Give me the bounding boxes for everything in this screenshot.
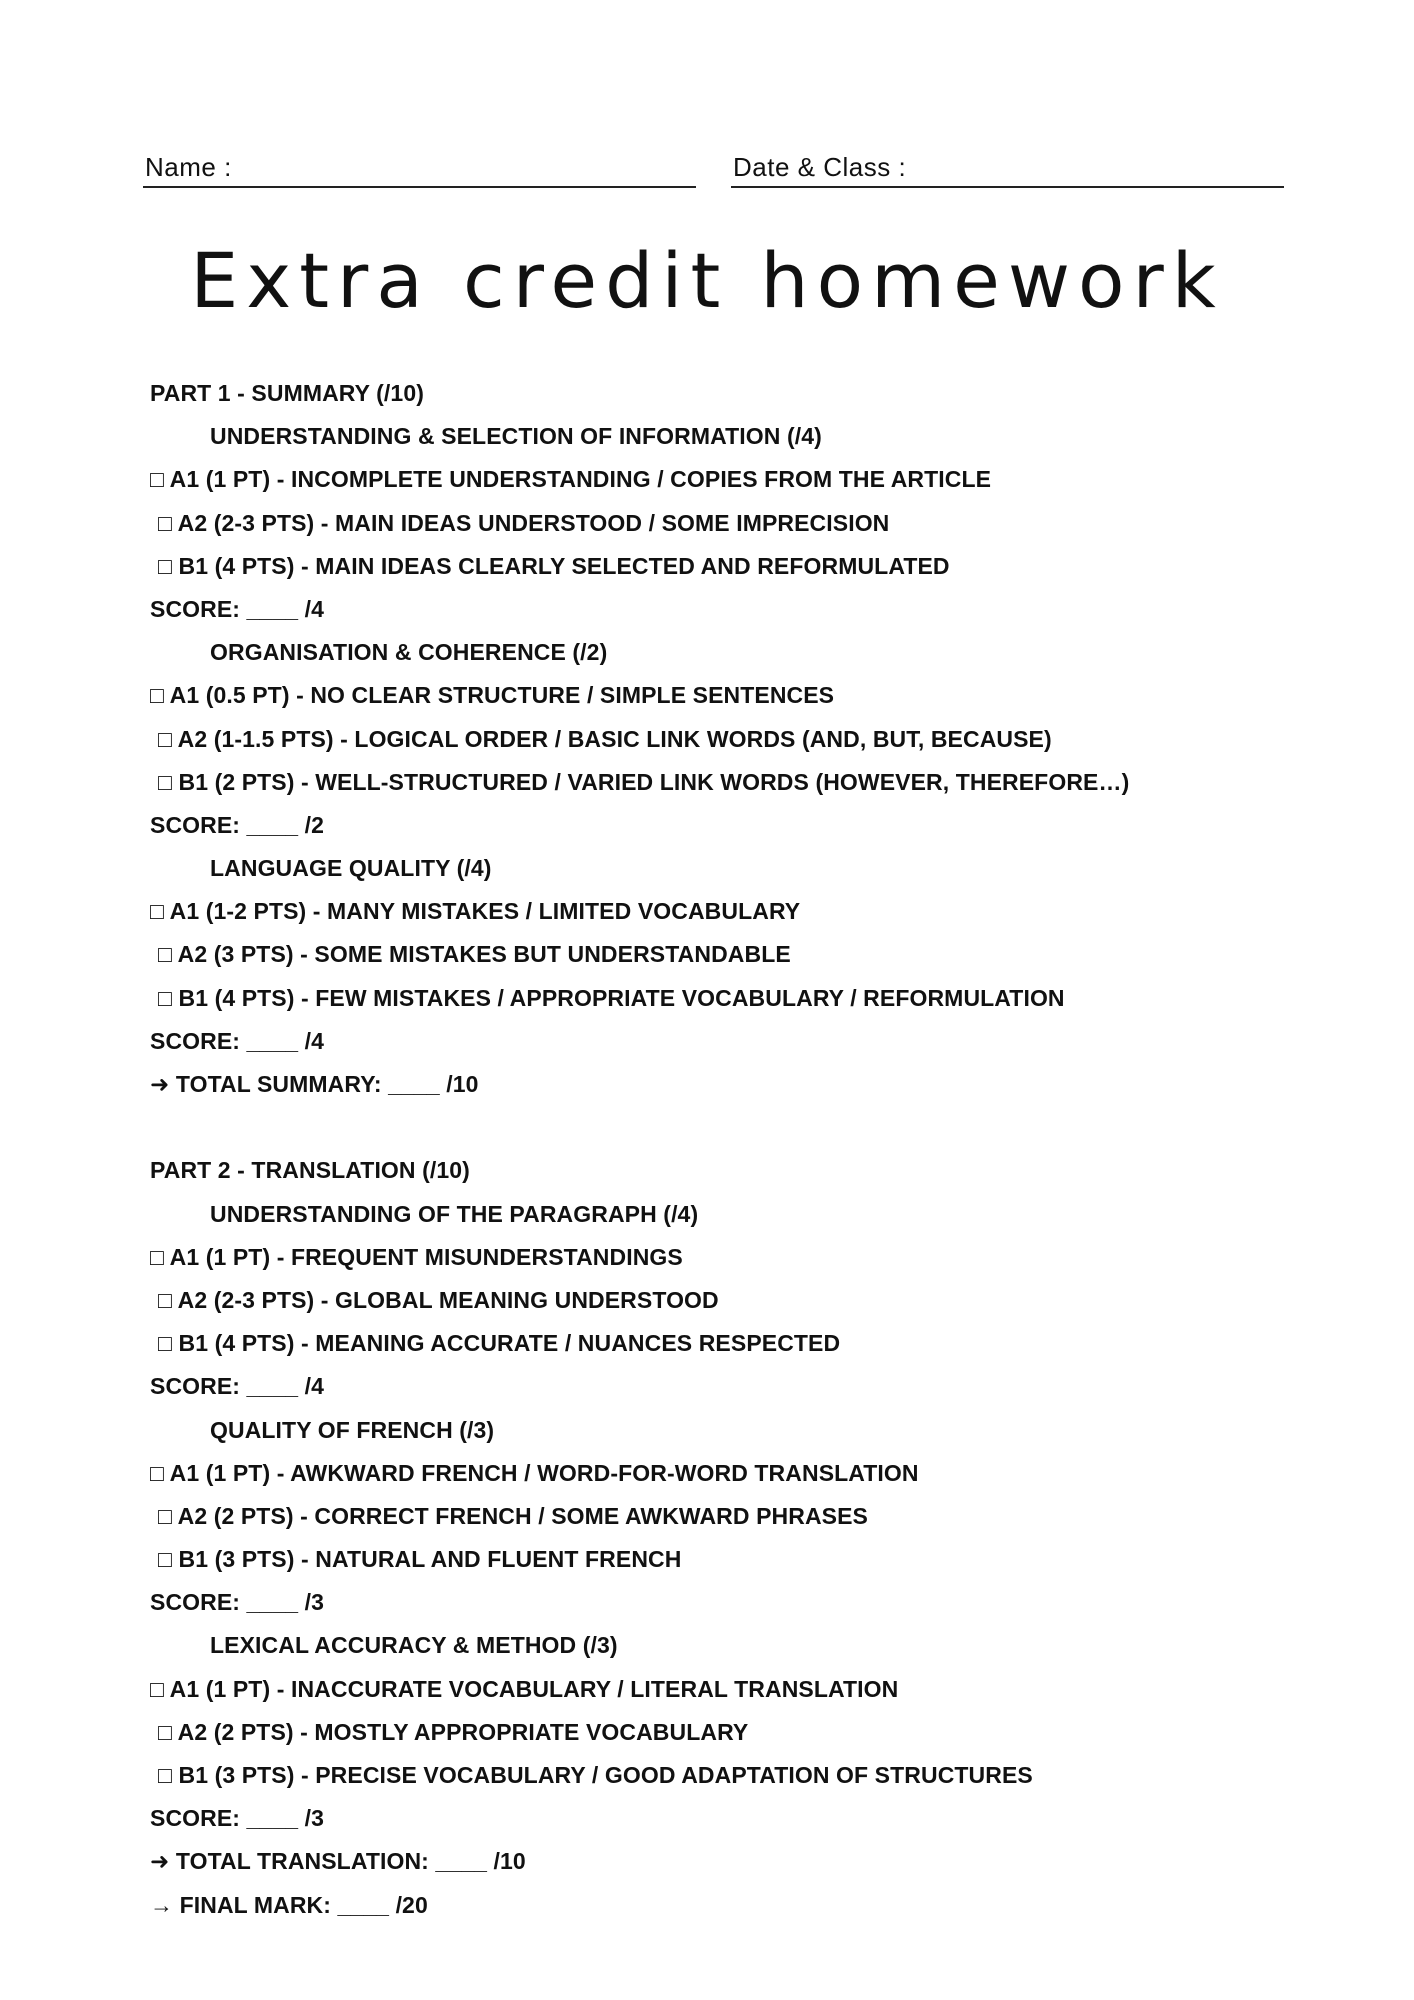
checkbox-option[interactable]: □ A2 (2-3 PTS) - MAIN IDEAS UNDERSTOOD / SOME IMPRECISION xyxy=(158,509,890,536)
checkbox-option[interactable]: □ A2 (2 PTS) - MOSTLY APPROPRIATE VOCABULARY xyxy=(158,1718,749,1745)
checkbox-option[interactable]: □ B1 (2 PTS) - WELL-STRUCTURED / VARIED LINK WORDS (HOWEVER, THEREFORE…) xyxy=(158,768,1130,795)
date-class-field[interactable] xyxy=(731,148,1284,188)
section-heading: LANGUAGE QUALITY (/4) xyxy=(210,855,492,882)
section-heading: ORGANISATION & COHERENCE (/2) xyxy=(210,639,608,666)
score-line: SCORE: ____ /3 xyxy=(150,1805,324,1832)
score-line: SCORE: ____ /2 xyxy=(150,811,324,838)
score-line: SCORE: ____ /4 xyxy=(150,1373,324,1400)
checkbox-option[interactable]: □ A1 (0.5 PT) - NO CLEAR STRUCTURE / SIMPLE SENTENCES xyxy=(150,682,835,709)
checkbox-option[interactable]: □ A1 (1 PT) - INACCURATE VOCABULARY / LITERAL TRANSLATION xyxy=(150,1675,899,1702)
section-heading: UNDERSTANDING & SELECTION OF INFORMATION (/4) xyxy=(210,423,822,450)
part2-heading: PART 2 - TRANSLATION (/10) xyxy=(150,1157,470,1184)
section-heading: UNDERSTANDING OF THE PARAGRAPH (/4) xyxy=(210,1200,699,1227)
name-label: Name : xyxy=(145,152,232,182)
date-class-label: Date & Class : xyxy=(733,152,907,182)
spacer xyxy=(150,1106,1374,1149)
checkbox-option[interactable]: □ B1 (3 PTS) - PRECISE VOCABULARY / GOOD ADAPTATION OF STRUCTURES xyxy=(158,1762,1033,1788)
checkbox-option[interactable]: □ B1 (4 PTS) - MAIN IDEAS CLEARLY SELECTED AND REFORMULATED xyxy=(158,552,950,579)
section-heading: LEXICAL ACCURACY & METHOD (/3) xyxy=(210,1632,618,1659)
checkbox-option[interactable]: □ A2 (1-1.5 PTS) - LOGICAL ORDER / BASIC LINK WORDS (AND, BUT, BECAUSE) xyxy=(158,725,1052,752)
score-line: SCORE: ____ /4 xyxy=(150,1027,324,1054)
score-line: SCORE: ____ /4 xyxy=(150,595,324,622)
part1-heading: PART 1 - SUMMARY (/10) xyxy=(150,380,424,406)
checkbox-option[interactable]: □ A2 (2 PTS) - CORRECT FRENCH / SOME AWKWARD PHRASES xyxy=(158,1502,868,1529)
name-field[interactable] xyxy=(143,148,696,188)
section-heading: QUALITY OF FRENCH (/3) xyxy=(210,1416,495,1443)
checkbox-option[interactable]: □ A2 (3 PTS) - SOME MISTAKES BUT UNDERSTANDABLE xyxy=(158,941,791,968)
checkbox-option[interactable]: □ B1 (3 PTS) - NATURAL AND FLUENT FRENCH xyxy=(158,1546,682,1573)
page-title: Extra credit homework xyxy=(190,236,1224,325)
part1-total: ➜ TOTAL SUMMARY: ____ /10 xyxy=(150,1071,479,1097)
final-mark: → FINAL MARK: ____ /20 xyxy=(150,1891,428,1918)
checkbox-option[interactable]: □ A1 (1 PT) - AWKWARD FRENCH / WORD-FOR-WORD TRANSLATION xyxy=(150,1459,919,1486)
grading-rubric xyxy=(150,372,1374,1927)
checkbox-option[interactable]: □ B1 (4 PTS) - FEW MISTAKES / APPROPRIATE VOCABULARY / REFORMULATION xyxy=(158,984,1065,1011)
part2-total: ➜ TOTAL TRANSLATION: ____ /10 xyxy=(150,1848,526,1875)
checkbox-option[interactable]: □ A1 (1-2 PTS) - MANY MISTAKES / LIMITED VOCABULARY xyxy=(150,898,801,925)
checkbox-option[interactable]: □ B1 (4 PTS) - MEANING ACCURATE / NUANCES RESPECTED xyxy=(158,1330,841,1357)
checkbox-option[interactable]: □ A1 (1 PT) - INCOMPLETE UNDERSTANDING / COPIES FROM THE ARTICLE xyxy=(150,466,992,493)
score-line: SCORE: ____ /3 xyxy=(150,1589,324,1616)
checkbox-option[interactable]: □ A1 (1 PT) - FREQUENT MISUNDERSTANDINGS xyxy=(150,1243,683,1270)
checkbox-option[interactable]: □ A2 (2-3 PTS) - GLOBAL MEANING UNDERSTOOD xyxy=(158,1286,719,1313)
